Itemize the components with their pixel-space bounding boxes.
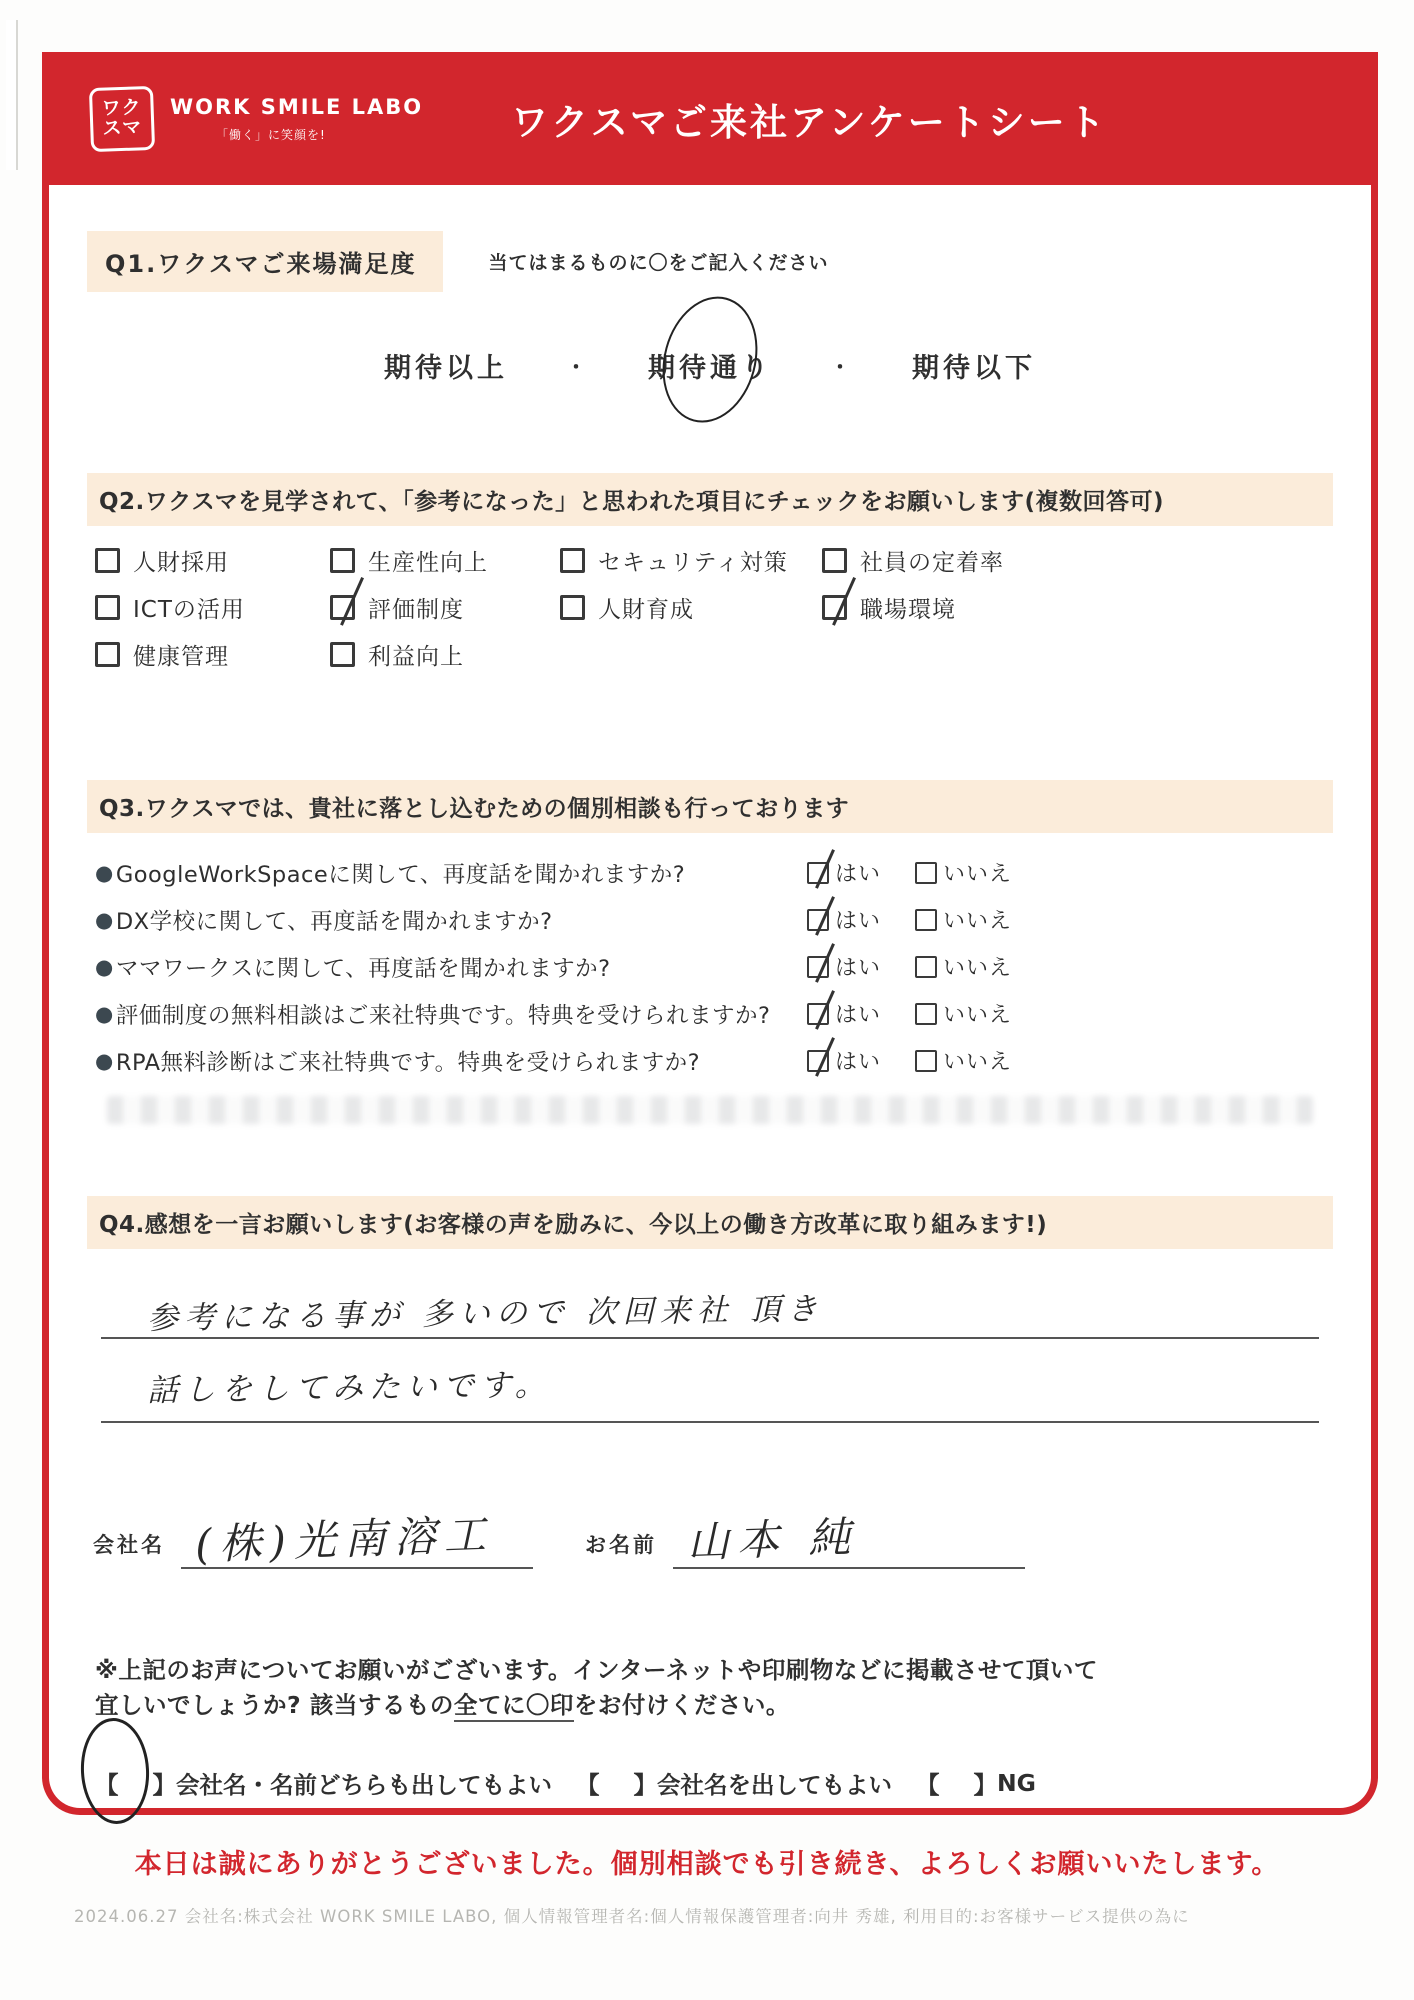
checkbox[interactable] (330, 595, 355, 620)
perm-option-company-ok[interactable] (576, 1766, 892, 1800)
q1-option-label: 期待通り (648, 353, 772, 384)
no-checkbox[interactable] (915, 909, 937, 931)
perm-option-both-ok[interactable] (95, 1766, 552, 1800)
field-gap (533, 1519, 585, 1569)
checkbox-label: 職場環境 (860, 596, 956, 623)
signature-fields (87, 1509, 1333, 1570)
checkbox[interactable] (822, 548, 847, 573)
bracket-open: 【 (95, 1770, 119, 1799)
no-checkbox[interactable] (915, 956, 937, 978)
checkbox[interactable] (95, 548, 120, 573)
q1-option-label: 期待以上 (384, 353, 508, 384)
yes-label: はい (835, 1003, 882, 1028)
yes-checkbox[interactable] (807, 1050, 829, 1072)
checkbox[interactable] (560, 595, 585, 620)
brand-block (170, 95, 423, 143)
checkbox-label: 生産性向上 (368, 549, 488, 576)
q2-item-evaluation[interactable] (330, 591, 560, 623)
q1-option-below-expectation[interactable] (908, 342, 1040, 389)
handwritten-comment-line2: 話しをしてみたいです。 (146, 1367, 552, 1409)
perm-option-ng[interactable] (916, 1766, 1036, 1800)
q2-item-retention[interactable] (822, 544, 1333, 576)
q4-label: Q4.感想を一言お願いします(お客様の声を励みに、今以上の働き方改革に取り組みます!) (87, 1196, 1333, 1249)
q3-row-googleworkspace (95, 849, 1333, 896)
brand-tagline: 「働く」に笑顔を! (216, 127, 326, 142)
bullet-icon: ● (95, 1048, 114, 1073)
yes-label: はい (835, 956, 882, 981)
q1-label: Q1.ワクスマご来場満足度 (87, 231, 443, 292)
checkbox[interactable] (95, 595, 120, 620)
q3-section (87, 780, 1333, 1084)
yes-checkbox[interactable] (807, 1003, 829, 1025)
bracket-open: 【 (916, 1770, 940, 1799)
yes-checkbox[interactable] (807, 909, 829, 931)
q3-question (95, 1045, 700, 1077)
q1-option-as-expected[interactable] (644, 342, 776, 389)
logo-badge-line2: スマ (102, 115, 143, 140)
yes-option[interactable] (807, 904, 881, 935)
no-checkbox[interactable] (915, 1003, 937, 1025)
worksmile-logo-icon (89, 85, 155, 151)
no-label: いいえ (943, 1050, 1013, 1075)
scan-bleedthrough-artifact (107, 1096, 1313, 1124)
no-label: いいえ (943, 1003, 1013, 1028)
q2-item-productivity[interactable] (330, 544, 560, 576)
checkbox[interactable] (330, 548, 355, 573)
yes-option[interactable] (807, 951, 881, 982)
checkbox[interactable] (95, 642, 120, 667)
q2-item-ict[interactable] (95, 591, 330, 623)
checkbox-label: 社員の定着率 (860, 549, 1004, 576)
q3-row-rpa-diagnosis (95, 1037, 1333, 1084)
company-input-line[interactable] (181, 1509, 533, 1570)
no-option[interactable] (915, 857, 1012, 888)
q1-instruction: 当てはまるものに〇をご記入ください (488, 252, 829, 274)
no-label: いいえ (943, 862, 1013, 887)
q2-item-hr-development[interactable] (560, 591, 822, 623)
page-title: ワクスマご来社アンケートシート (511, 100, 1108, 144)
handwritten-person-name: 山本 純 (686, 1512, 860, 1567)
q2-item-profit[interactable] (330, 638, 560, 670)
name-label: お名前 (585, 1533, 657, 1557)
checkbox[interactable] (560, 548, 585, 573)
option-separator-dot: ・ (830, 355, 854, 379)
q3-answers (807, 1037, 1012, 1084)
q2-item-workplace[interactable] (822, 591, 1333, 623)
yes-option[interactable] (807, 857, 881, 888)
q3-question-text: ママワークスに関して、再度話を聞かれますか? (115, 955, 611, 982)
q3-question-text: DX学校に関して、再度話を聞かれますか? (115, 908, 553, 935)
brand-name: WORK SMILE LABO (170, 94, 424, 119)
no-checkbox[interactable] (915, 862, 937, 884)
yes-checkbox[interactable] (807, 956, 829, 978)
q3-question-text: GoogleWorkSpaceに関して、再度話を聞かれますか? (115, 861, 686, 888)
perm-option-label: 会社名・名前どちらも出してもよい (176, 1770, 552, 1799)
checkbox[interactable] (822, 595, 847, 620)
no-option[interactable] (915, 951, 1012, 982)
yes-option[interactable] (807, 1045, 881, 1076)
permission-options (87, 1766, 1333, 1800)
q3-question-text: RPA無料診断はご来社特典です。特典を受けられますか? (115, 1049, 701, 1076)
checkbox-label: 利益向上 (368, 643, 464, 670)
permission-line2-pre: 宜しいでしょうか? 該当するもの (95, 1691, 454, 1720)
yes-option[interactable] (807, 998, 881, 1029)
q3-row-evaluation-consult (95, 990, 1333, 1037)
checkbox[interactable] (330, 642, 355, 667)
yes-label: はい (835, 909, 882, 934)
yes-label: はい (835, 862, 882, 887)
q4-section (87, 1196, 1333, 1423)
q3-answers (807, 943, 1012, 990)
q2-item-recruiting[interactable] (95, 544, 330, 576)
checkbox-label: 評価制度 (368, 596, 464, 623)
bracket-close: 】 (973, 1770, 997, 1799)
q3-question (95, 904, 553, 936)
q3-answers (807, 849, 1012, 896)
q3-row-mamaworks (95, 943, 1333, 990)
no-label: いいえ (943, 909, 1013, 934)
q3-question (95, 857, 685, 889)
bullet-icon: ● (95, 860, 114, 885)
q3-question-list (87, 849, 1333, 1084)
checkbox-label: 人財採用 (133, 549, 229, 576)
q2-checkbox-grid (87, 544, 1333, 670)
checkbox-label: ICTの活用 (133, 596, 245, 623)
q3-answers (807, 990, 1012, 1037)
answer-line-1 (101, 1263, 1319, 1339)
checkbox-label: セキュリティ対策 (598, 549, 788, 576)
q3-answers (807, 896, 1012, 943)
q2-label: Q2.ワクスマを見学されて、「参考になった」と思われた項目にチェックをお願いします(複数回答可) (87, 473, 1333, 526)
header-band (42, 52, 1378, 185)
company-label: 会社名 (93, 1533, 165, 1557)
checkbox-label: 健康管理 (133, 643, 229, 670)
name-field[interactable] (585, 1512, 1025, 1569)
q2-section (87, 473, 1333, 670)
q1-options (87, 342, 1333, 389)
handwritten-circle-mark (78, 1716, 151, 1825)
q1-option-above-expectation[interactable] (380, 342, 512, 389)
q1-section (87, 231, 1333, 292)
handwritten-comment-line1: 参考になる事が 多いので 次回来社 頂き (146, 1291, 824, 1337)
bullet-icon: ● (95, 907, 114, 932)
permission-line2-underlined: 全てに〇印 (454, 1691, 574, 1722)
q3-label: Q3.ワクスマでは、貴社に落とし込むための個別相談も行っております (87, 780, 1333, 833)
yes-label: はい (835, 1050, 882, 1075)
answer-line-2 (101, 1339, 1319, 1423)
no-option[interactable] (915, 904, 1012, 935)
q2-item-security[interactable] (560, 544, 822, 576)
q1-option-label: 期待以下 (912, 353, 1036, 384)
bracket-close: 】 (152, 1770, 176, 1799)
bracket-close: 】 (633, 1770, 657, 1799)
bullet-icon: ● (95, 1001, 114, 1026)
q2-item-health[interactable] (95, 638, 330, 670)
perm-option-label: NG (997, 1768, 1036, 1797)
survey-content (49, 231, 1371, 1800)
no-option[interactable] (915, 998, 1012, 1029)
privacy-footer: 2024.06.27 会社名:株式会社 WORK SMILE LABO, 個人情報管理者名:個人情報保護管理者:向井 秀雄, 利用目的:お客様サービス提供の為に (74, 1907, 1190, 1926)
q3-question (95, 998, 770, 1030)
handwritten-circle-mark (649, 285, 771, 432)
permission-line2 (95, 1688, 1325, 1723)
no-checkbox[interactable] (915, 1050, 937, 1072)
yes-checkbox[interactable] (807, 862, 829, 884)
no-label: いいえ (943, 956, 1013, 981)
handwritten-company-name: (株)光南溶工 (194, 1509, 495, 1570)
checkbox-label: 人財育成 (598, 596, 694, 623)
q3-question (95, 951, 611, 983)
permission-notice (87, 1653, 1333, 1724)
name-input-line[interactable] (673, 1512, 1025, 1569)
survey-frame (42, 52, 1378, 1815)
option-separator-dot: ・ (566, 355, 590, 379)
permission-line2-post: をお付けください。 (573, 1691, 790, 1720)
no-option[interactable] (915, 1045, 1012, 1076)
thank-you-message: 本日は誠にありがとうございました。個別相談でも引き続き、よろしくお願いいたします。 (134, 1849, 1280, 1880)
perm-option-label: 会社名を出してもよい (657, 1770, 892, 1799)
q4-answer-area[interactable] (101, 1263, 1319, 1423)
q3-question-text: 評価制度の無料相談はご来社特典です。特典を受けられますか? (115, 1002, 771, 1029)
bullet-icon: ● (95, 954, 114, 979)
scan-artifact-notch (6, 20, 18, 170)
bracket-open: 【 (576, 1770, 600, 1799)
permission-line1: ※上記のお声についてお願いがございます。インターネットや印刷物などに掲載させて頂いて (95, 1656, 1098, 1684)
logo-badge-line1: ワク (101, 95, 142, 120)
company-field[interactable] (93, 1509, 533, 1570)
q3-row-dx-school (95, 896, 1333, 943)
